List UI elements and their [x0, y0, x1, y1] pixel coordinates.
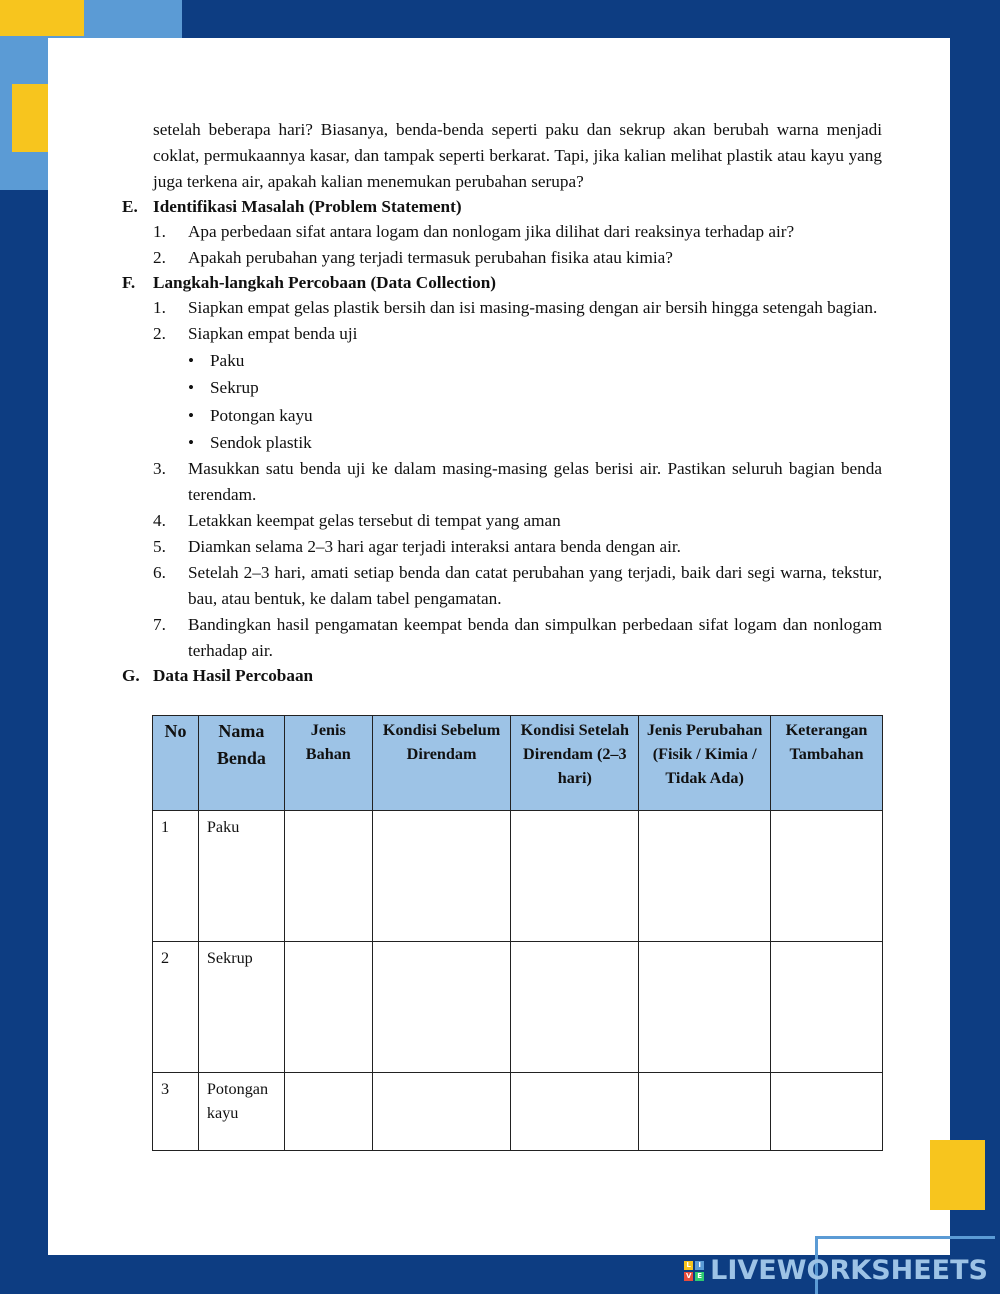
problem-number: 1.: [153, 222, 166, 241]
problem-item: [122, 219, 882, 245]
procedure-step: [122, 508, 882, 534]
cell-jenis-bahan-input[interactable]: [284, 811, 372, 942]
header-jenis-perubahan: Jenis Perubahan (Fisik / Kimia / Tidak Ada): [639, 716, 771, 811]
cell-no: 3: [153, 1073, 199, 1151]
procedure-step: [122, 295, 882, 321]
header-nama-benda: Nama Benda: [198, 716, 284, 811]
step-text: Siapkan empat benda uji: [188, 324, 358, 343]
logo-block: L: [684, 1261, 693, 1270]
step-number: 7.: [153, 615, 166, 635]
cell-keterangan-input[interactable]: [771, 1073, 883, 1151]
bullet-icon: •: [188, 405, 195, 425]
cell-jenis-bahan-input[interactable]: [284, 1073, 372, 1151]
problem-number: 2.: [153, 248, 166, 267]
cell-no: 1: [153, 811, 199, 942]
worksheet-content: [122, 117, 882, 688]
cell-jenis-perubahan-input[interactable]: [639, 1073, 771, 1151]
bullet-item: [122, 374, 882, 401]
step-text: Setelah 2–3 hari, amati setiap benda dan catat perubahan yang terjadi, baik dari segi warna, tekstur, bau, atau bentuk, ke dalam tabel pengamatan.: [188, 563, 882, 609]
bullet-icon: •: [188, 351, 195, 370]
bullet-item: [122, 347, 882, 374]
section-f-heading: [122, 271, 882, 295]
cell-name: Paku: [198, 811, 284, 942]
logo-block: V: [685, 1271, 692, 1280]
procedure-step: [122, 456, 882, 508]
liveworksheets-logo: [684, 1255, 988, 1286]
procedure-step: [122, 612, 882, 664]
problem-list: [122, 219, 882, 271]
cell-no: 2: [153, 942, 199, 1073]
cell-kondisi-setelah-input[interactable]: [511, 1073, 639, 1151]
step-number: 4.: [153, 511, 166, 531]
cell-kondisi-sebelum-input[interactable]: [372, 1073, 511, 1151]
header-jenis-bahan: Jenis Bahan: [284, 716, 372, 811]
problem-text: Apa perbedaan sifat antara logam dan nonlogam jika dilihat dari reaksinya terhadap air?: [188, 222, 795, 241]
cell-keterangan-input[interactable]: [771, 942, 883, 1073]
logo-block: I: [695, 1261, 704, 1270]
step-number: 3.: [153, 459, 166, 479]
bullet-text: Potongan kayu: [210, 405, 313, 425]
cell-kondisi-setelah-input[interactable]: [511, 811, 639, 942]
cell-kondisi-setelah-input[interactable]: [511, 942, 639, 1073]
procedure-list-continued: [122, 456, 882, 664]
test-objects-list: [122, 347, 882, 456]
section-g-title: Data Hasil Percobaan: [153, 666, 314, 686]
section-e-title: Identifikasi Masalah (Problem Statement): [153, 197, 462, 216]
corner-yellow-block-bottom: [930, 1140, 985, 1210]
cell-jenis-perubahan-input[interactable]: [639, 942, 771, 1073]
section-g-heading: [122, 664, 882, 688]
procedure-list: [122, 295, 882, 347]
step-number: 2.: [153, 324, 166, 343]
section-e-letter: E.: [122, 197, 138, 216]
procedure-step: [122, 534, 882, 560]
procedure-step: [122, 560, 882, 612]
problem-text: Apakah perubahan yang terjadi termasuk perubahan fisika atau kimia?: [188, 248, 673, 267]
header-kondisi-sebelum: Kondisi Sebelum Direndam: [372, 716, 511, 811]
corner-yellow-block-top: [0, 0, 84, 36]
cell-keterangan-input[interactable]: [771, 811, 883, 942]
bullet-item: [122, 429, 882, 456]
section-f-letter: F.: [122, 273, 136, 292]
logo-blocks-icon: [684, 1261, 704, 1281]
header-no: No: [153, 716, 199, 811]
bullet-icon: •: [188, 378, 195, 398]
table-header-row: [153, 716, 883, 811]
step-text: Bandingkan hasil pengamatan keempat benda dan simpulkan perbedaan sifat logam dan nonlogam terhadap air.: [188, 615, 882, 661]
bullet-text: Sendok plastik: [210, 432, 312, 452]
step-text: Masukkan satu benda uji ke dalam masing-masing gelas berisi air. Pastikan seluruh bagian benda terendam.: [188, 459, 882, 505]
step-number: 6.: [153, 563, 166, 583]
table-row: [153, 942, 883, 1073]
step-number: 1.: [153, 298, 166, 317]
cell-kondisi-sebelum-input[interactable]: [372, 811, 511, 942]
section-g-letter: G.: [122, 666, 140, 686]
step-text: Letakkan keempat gelas tersebut di tempat yang aman: [188, 511, 561, 531]
intro-paragraph: setelah beberapa hari? Biasanya, benda-benda seperti paku dan sekrup akan berubah warna menjadi coklat, permukaannya kasar, dan tampak seperti berkarat. Tapi, jika kalian melihat plastik atau kayu yang juga terkena air, apakah kalian menemukan perubahan serupa?: [153, 120, 882, 191]
cell-jenis-perubahan-input[interactable]: [639, 811, 771, 942]
table-row: [153, 811, 883, 942]
procedure-step: [122, 321, 882, 347]
section-f-title: Langkah-langkah Percobaan (Data Collection): [153, 273, 496, 292]
cell-name: Potongan kayu: [198, 1073, 284, 1151]
bullet-icon: •: [188, 432, 195, 452]
table-row: [153, 1073, 883, 1151]
logo-text: LIVEWORKSHEETS: [710, 1255, 988, 1286]
cell-name: Sekrup: [198, 942, 284, 1073]
section-e-heading: [122, 195, 882, 219]
logo-block: E: [695, 1272, 704, 1281]
cell-jenis-bahan-input[interactable]: [284, 942, 372, 1073]
bullet-text: Sekrup: [210, 378, 259, 398]
step-text: Siapkan empat gelas plastik bersih dan isi masing-masing dengan air bersih hingga setengah bagian.: [188, 298, 878, 317]
header-keterangan: Keterangan Tambahan: [771, 716, 883, 811]
step-number: 5.: [153, 537, 166, 557]
header-kondisi-setelah: Kondisi Setelah Direndam (2–3 hari): [511, 716, 639, 811]
problem-item: [122, 245, 882, 271]
bullet-text: Paku: [210, 351, 245, 370]
bullet-item: [122, 402, 882, 429]
observation-table: [152, 715, 883, 1151]
cell-kondisi-sebelum-input[interactable]: [372, 942, 511, 1073]
step-text: Diamkan selama 2–3 hari agar terjadi interaksi antara benda dengan air.: [188, 537, 681, 557]
